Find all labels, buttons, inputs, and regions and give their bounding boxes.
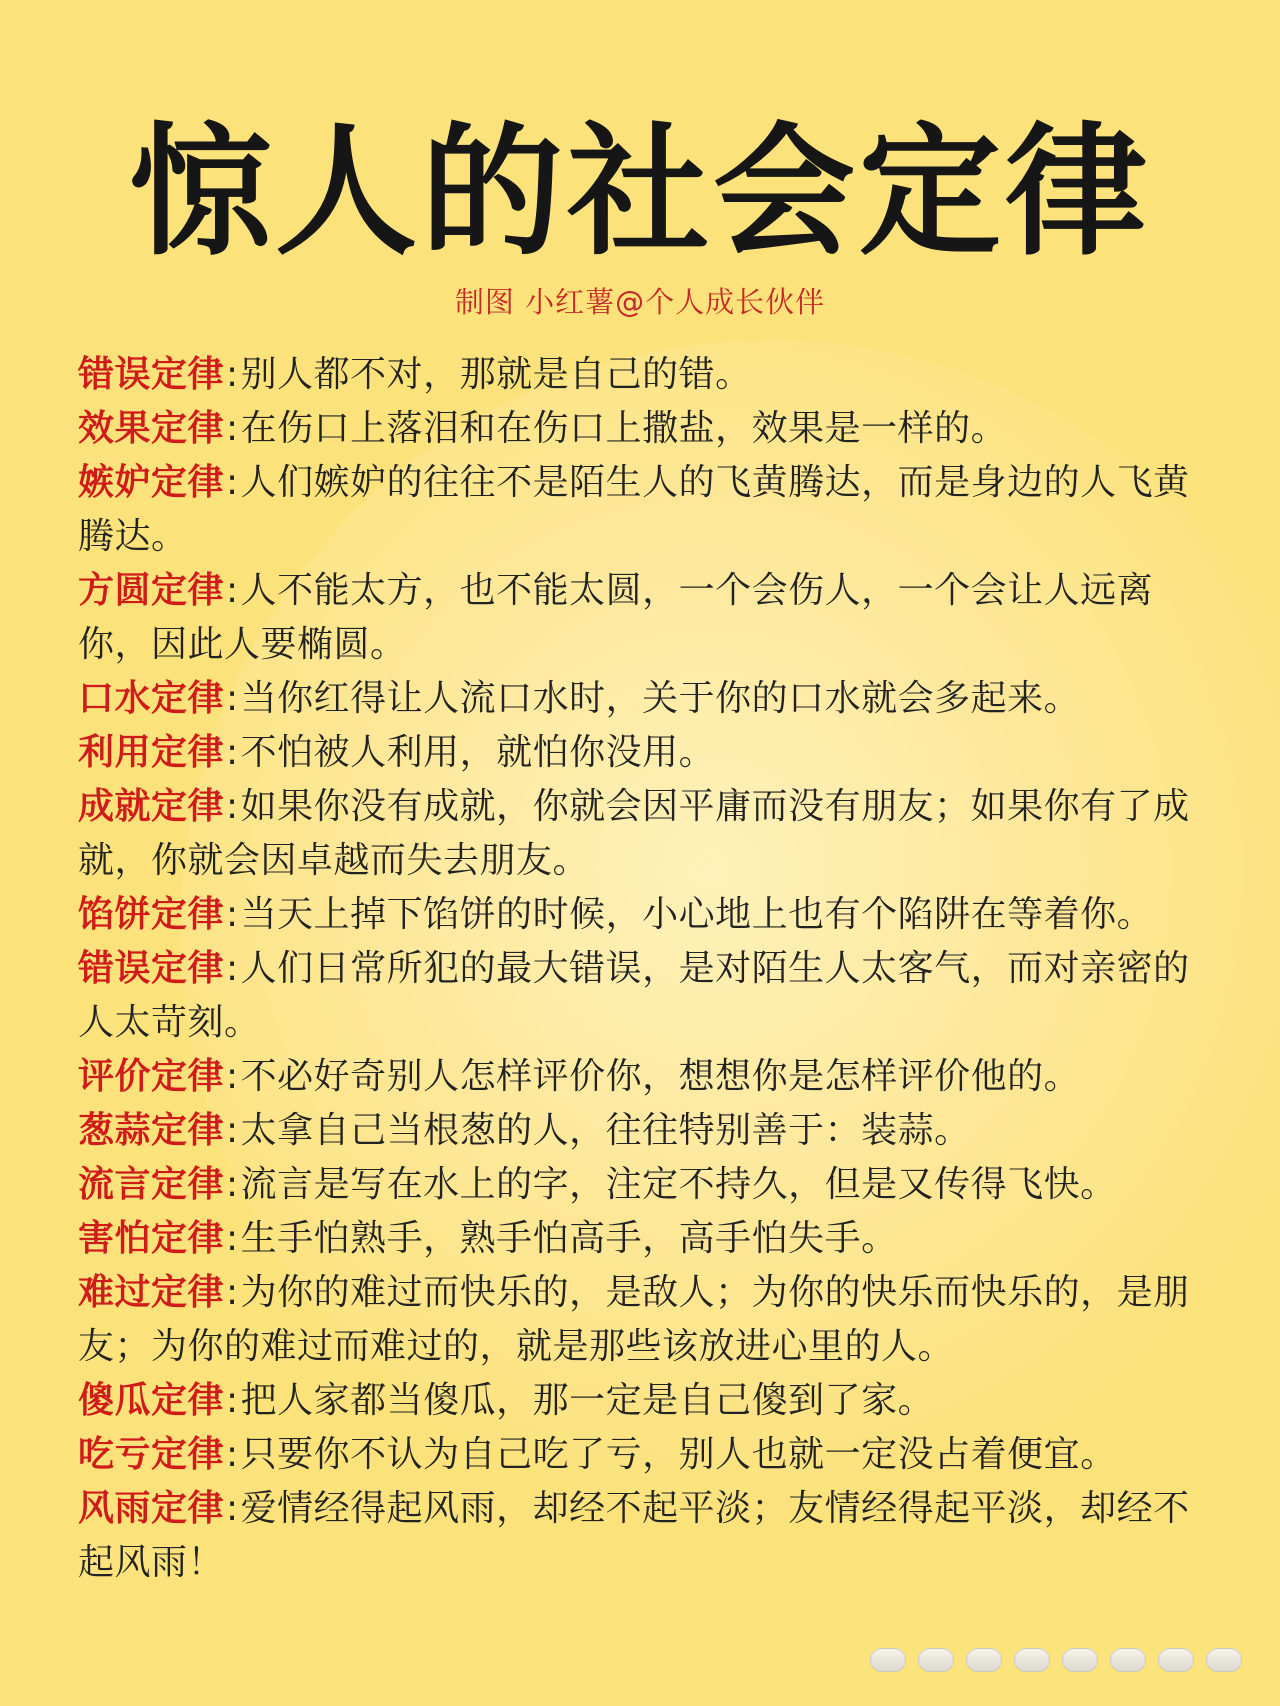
law-name: 评价定律	[78, 1055, 225, 1097]
law-name: 吃亏定律	[78, 1433, 225, 1475]
law-item	[78, 402, 1202, 456]
law-text: 太拿自己当根葱的人，往往特别善于：装蒜。	[240, 1109, 971, 1151]
law-name: 利用定律	[78, 731, 225, 773]
law-item	[78, 1050, 1202, 1104]
watermark-pill-6	[1110, 1648, 1146, 1672]
law-separator: :	[226, 1055, 239, 1097]
law-text: 别人都不对，那就是自己的错。	[240, 353, 752, 395]
law-name: 错误定律	[78, 353, 225, 395]
credit-line: 制图 小红薯@个人成长伙伴	[454, 285, 826, 320]
law-text: 当你红得让人流口水时，关于你的口水就会多起来。	[240, 677, 1081, 719]
law-item	[78, 726, 1202, 780]
law-name: 葱蒜定律	[78, 1109, 225, 1151]
law-item	[78, 1428, 1202, 1482]
law-name: 馅饼定律	[78, 893, 225, 935]
law-separator: :	[226, 407, 239, 449]
law-item	[78, 1212, 1202, 1266]
law-separator: :	[226, 1163, 239, 1205]
law-separator: :	[226, 353, 239, 395]
law-text: 流言是写在水上的字，注定不持久，但是又传得飞快。	[240, 1163, 1117, 1205]
law-text: 不必好奇别人怎样评价你，想想你是怎样评价他的。	[240, 1055, 1081, 1097]
law-text: 人们日常所犯的最大错误，是对陌生人太客气，而对亲密的人太苛刻。	[78, 947, 1190, 1043]
watermark-pill-2	[918, 1648, 954, 1672]
law-name: 风雨定律	[78, 1487, 225, 1529]
watermark-pill-1	[870, 1648, 906, 1672]
law-name: 错误定律	[78, 947, 225, 989]
watermark-pill-3	[966, 1648, 1002, 1672]
law-item	[78, 1266, 1202, 1374]
law-text: 为你的难过而快乐的，是敌人；为你的快乐而快乐的，是朋友；为你的难过而难过的，就是那些该放进心里的人。	[78, 1271, 1190, 1367]
law-separator: :	[226, 947, 239, 989]
law-name: 口水定律	[78, 677, 225, 719]
law-separator: :	[226, 677, 239, 719]
law-list	[78, 348, 1202, 1590]
law-item	[78, 1482, 1202, 1590]
law-item	[78, 1374, 1202, 1428]
law-item	[78, 780, 1202, 888]
law-text: 生手怕熟手，熟手怕高手，高手怕失手。	[240, 1217, 898, 1259]
law-item	[78, 888, 1202, 942]
law-separator: :	[226, 731, 239, 773]
law-item	[78, 942, 1202, 1050]
law-text: 当天上掉下馅饼的时候，小心地上也有个陷阱在等着你。	[240, 893, 1154, 935]
law-separator: :	[226, 1487, 239, 1529]
law-text: 如果你没有成就，你就会因平庸而没有朋友；如果你有了成就，你就会因卓越而失去朋友。	[78, 785, 1190, 881]
law-name: 效果定律	[78, 407, 225, 449]
law-name: 害怕定律	[78, 1217, 225, 1259]
law-separator: :	[226, 1433, 239, 1475]
law-name: 傻瓜定律	[78, 1379, 225, 1421]
law-item	[78, 348, 1202, 402]
watermark	[870, 1648, 1242, 1672]
page-title: 惊人的社会定律	[129, 110, 1151, 275]
content-area	[0, 110, 1280, 1590]
law-item	[78, 456, 1202, 564]
law-item	[78, 564, 1202, 672]
law-separator: :	[226, 1271, 239, 1313]
law-name: 成就定律	[78, 785, 225, 827]
law-separator: :	[226, 785, 239, 827]
law-text: 爱情经得起风雨，却经不起平淡；友情经得起平淡，却经不起风雨！	[78, 1487, 1190, 1583]
law-text: 人们嫉妒的往往不是陌生人的飞黄腾达，而是身边的人飞黄腾达。	[78, 461, 1190, 557]
watermark-pill-5	[1062, 1648, 1098, 1672]
law-separator: :	[226, 461, 239, 503]
law-name: 流言定律	[78, 1163, 225, 1205]
law-name: 难过定律	[78, 1271, 225, 1313]
law-item	[78, 672, 1202, 726]
law-name: 嫉妒定律	[78, 461, 225, 503]
law-separator: :	[226, 1217, 239, 1259]
law-separator: :	[226, 569, 239, 611]
law-text: 不怕被人利用，就怕你没用。	[240, 731, 716, 773]
law-text: 在伤口上落泪和在伤口上撒盐，效果是一样的。	[240, 407, 1008, 449]
watermark-pill-4	[1014, 1648, 1050, 1672]
law-text: 人不能太方，也不能太圆，一个会伤人，一个会让人远离你，因此人要椭圆。	[78, 569, 1154, 665]
watermark-pill-8	[1206, 1648, 1242, 1672]
law-separator: :	[226, 1109, 239, 1151]
law-text: 把人家都当傻瓜，那一定是自己傻到了家。	[240, 1379, 935, 1421]
law-item	[78, 1104, 1202, 1158]
law-text: 只要你不认为自己吃了亏，别人也就一定没占着便宜。	[240, 1433, 1117, 1475]
law-separator: :	[226, 1379, 239, 1421]
law-name: 方圆定律	[78, 569, 225, 611]
law-item	[78, 1158, 1202, 1212]
law-separator: :	[226, 893, 239, 935]
watermark-pill-7	[1158, 1648, 1194, 1672]
